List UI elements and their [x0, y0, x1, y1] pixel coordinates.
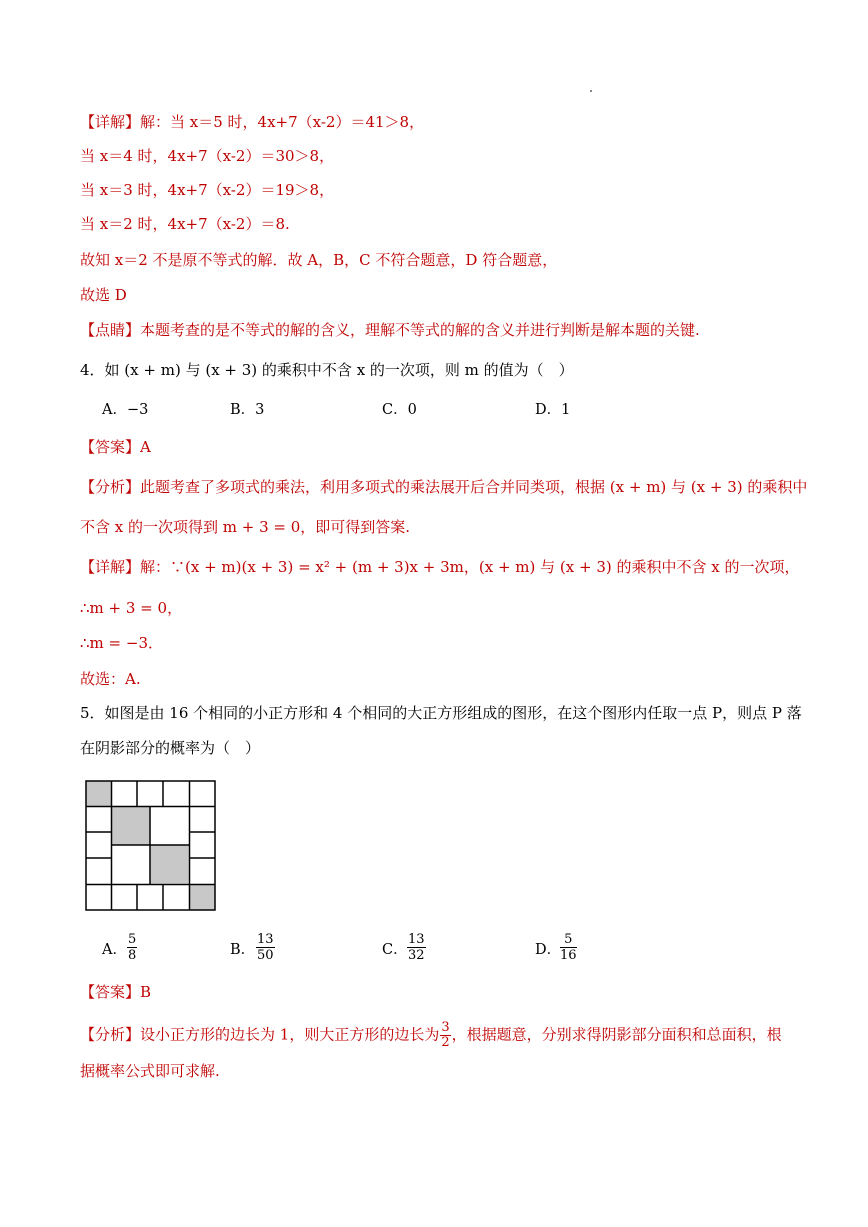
question-4: 4．如 (x + m) 与 (x + 3) 的乘积中不含 x 的一次项，则 m 的值为（ ） [80, 361, 574, 379]
q5-option-a-label: A． [102, 942, 127, 958]
fraction-numerator: 5 [560, 932, 577, 948]
fraction-denominator: 50 [257, 948, 274, 963]
detail-line-5: 故知 x＝2 不是原不等式的解．故 A，B，C 不符合题意，D 符合题意， [80, 251, 558, 269]
shaded-large-square-2 [150, 845, 189, 884]
shaded-large-square-1 [112, 807, 151, 846]
analysis-5-prefix: 【分析】设小正方形的边长为 1，则大正方形的边长为 [80, 1025, 440, 1044]
scan-dot [590, 90, 592, 92]
q4-option-c: C．0 [382, 402, 417, 418]
q4-option-a: A．−3 [102, 402, 149, 418]
detail-4-line-1: 【详解】解：∵(x + m)(x + 3) = x² + (m + 3)x + 3m，(x + m) 与 (x + 3) 的乘积中不含 x 的一次项， [80, 558, 800, 576]
fraction-numerator: 3 [441, 1020, 450, 1035]
comment-line: 【点睛】本题考查的是不等式的解的含义，理解不等式的解的含义并进行判断是解本题的关键. [80, 321, 700, 339]
detail-line-2: 当 x＝4 时，4x+7（x-2）＝30＞8， [80, 147, 335, 165]
q5-option-b-label: B． [230, 942, 256, 958]
side-length-fraction [440, 1021, 450, 1050]
analysis-5-line-1 [80, 1021, 782, 1050]
analysis-5-suffix: ，根据题意，分别求得阴影部分面积和总面积，根 [451, 1025, 782, 1044]
fraction-numerator: 13 [257, 932, 274, 947]
q4-option-b: B．3 [230, 402, 265, 418]
answer-4: 【答案】A [80, 438, 151, 456]
answer-5: 【答案】B [80, 983, 152, 1001]
fraction-denominator: 8 [128, 948, 137, 963]
detail-line-6: 故选 D [80, 286, 127, 304]
fraction-numerator: 13 [408, 932, 425, 947]
q5-option-d-label: D． [535, 942, 562, 958]
question-5-line-1: 5．如图是由 16 个相同的小正方形和 4 个相同的大正方形组成的图形，在这个图形内任取一点 P，则点 P 落 [80, 704, 802, 722]
q4-option-d: D．1 [535, 402, 571, 418]
shaded-small-square-bottom-right [190, 885, 216, 911]
analysis-5-line-2: 据概率公式即可求解. [80, 1062, 220, 1080]
detail-4-step-2: ∴m = −3． [80, 634, 163, 652]
fraction-numerator: 5 [128, 932, 137, 947]
q5-option-d-fraction [560, 932, 577, 963]
detail-line-4: 当 x＝2 时，4x+7（x-2）＝8. [80, 215, 290, 233]
squares-figure [85, 780, 217, 912]
detail-4-step-1: ∴m + 3 = 0， [80, 599, 183, 617]
choice-4: 故选：A. [80, 670, 141, 688]
analysis-4-line-1: 【分析】此题考查了多项式的乘法，利用多项式的乘法展开后合并同类项，根据 (x + m) 与 (x + 3) 的乘积中 [80, 478, 808, 496]
q5-option-a-fraction [127, 932, 137, 963]
fraction-denominator: 2 [441, 1035, 450, 1050]
shaded-small-square-top-left [86, 781, 112, 807]
detail-line-3: 当 x＝3 时，4x+7（x-2）＝19＞8， [80, 181, 335, 199]
q5-option-b-fraction [256, 932, 275, 963]
fraction-denominator: 16 [560, 948, 577, 963]
q5-option-c-label: C． [382, 942, 408, 958]
analysis-4-line-2: 不含 x 的一次项得到 m + 3 = 0，即可得到答案. [80, 518, 411, 536]
q5-option-c-fraction [407, 932, 426, 963]
detail-line-1: 【详解】解：当 x＝5 时，4x+7（x-2）＝41＞8， [80, 113, 425, 131]
question-5-line-2: 在阴影部分的概率为（ ） [80, 739, 261, 757]
fraction-denominator: 32 [408, 948, 425, 963]
